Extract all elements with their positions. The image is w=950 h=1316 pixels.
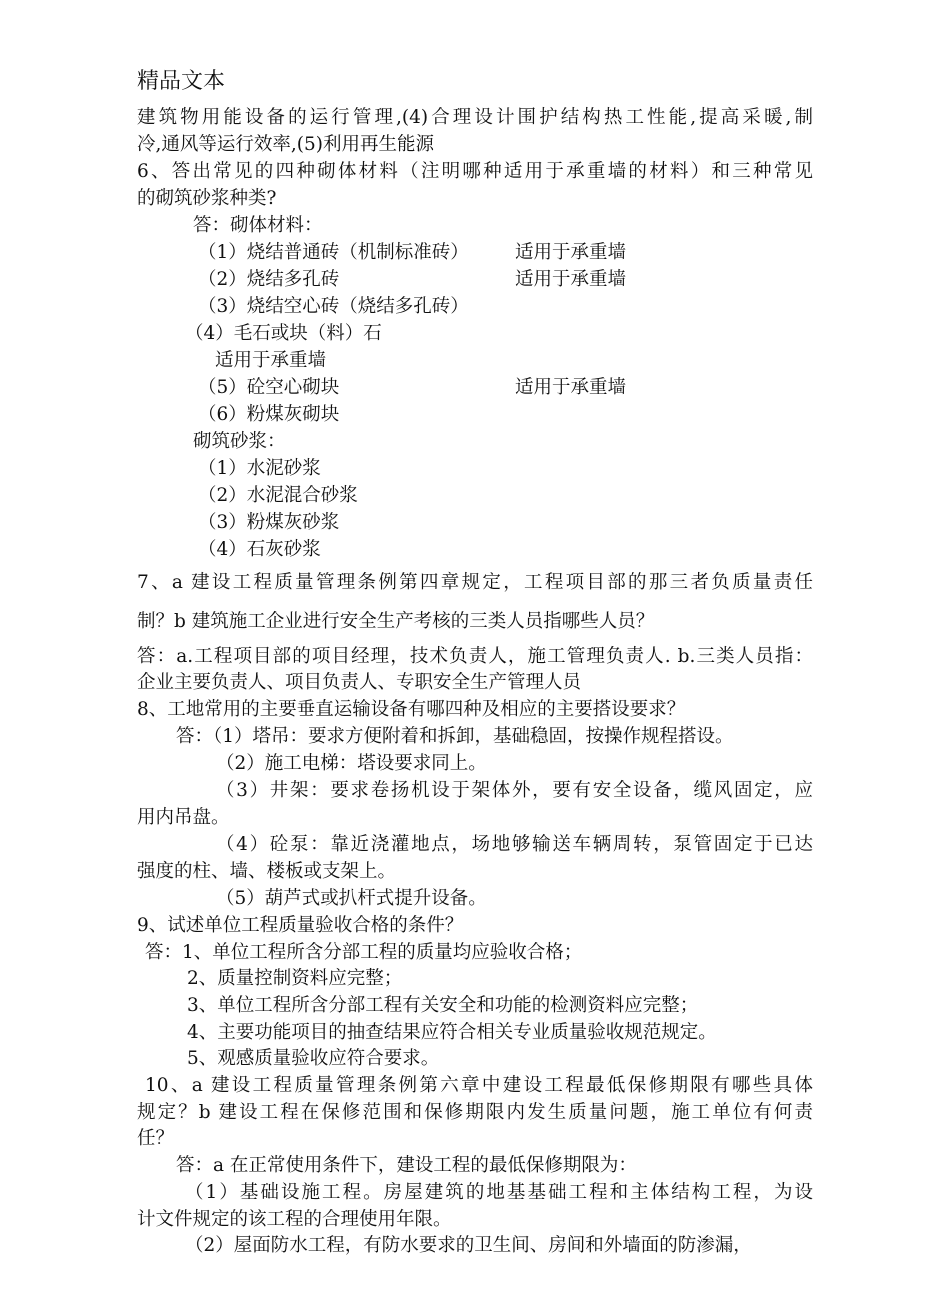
list-item: （1）水泥砂浆 bbox=[198, 458, 321, 479]
list-item: （1）基础设施工程。房屋建筑的地基基础工程和主体结构工程，为设 bbox=[185, 1182, 813, 1203]
question-8: 8、工地常用的主要垂直运输设备有哪四种及相应的主要搭设要求？ bbox=[137, 699, 686, 720]
text-line: 计文件规定的该工程的合理使用年限。 bbox=[137, 1209, 452, 1230]
list-item: 5、观感质量验收应符合要求。 bbox=[187, 1048, 440, 1069]
question-10: 10、a 建设工程质量管理条例第六章中建设工程最低保修期限有哪些具体 bbox=[145, 1075, 813, 1096]
list-item: （3）井架：要求卷扬机设于架体外，要有安全设备，缆风固定，应 bbox=[216, 780, 813, 801]
question-7: 7、a 建设工程质量管理条例第四章规定，工程项目部的那三者负质量责任 bbox=[137, 572, 813, 593]
list-item: （2）烧结多孔砖 bbox=[198, 269, 340, 290]
list-item-note: 适用于承重墙 bbox=[515, 269, 627, 290]
list-item: （6）粉煤灰砌块 bbox=[198, 404, 340, 425]
text-line: 规定？b 建设工程在保修范围和保修期限内发生质量问题，施工单位有何责 bbox=[137, 1102, 813, 1123]
list-item: （2）施工电梯：塔设要求同上。 bbox=[216, 753, 487, 774]
list-item: （4）石灰砂浆 bbox=[198, 539, 321, 560]
text-line: 用内吊盘。 bbox=[137, 807, 230, 828]
question-9: 9、试述单位工程质量验收合格的条件？ bbox=[137, 915, 464, 936]
list-item: （4）砼泵：靠近浇灌地点，场地够输送车辆周转，泵管固定于已达 bbox=[216, 834, 813, 855]
answer-label: 答：砌体材料： bbox=[193, 215, 323, 236]
list-item: 3、单位工程所含分部工程有关安全和功能的检测资料应完整； bbox=[187, 995, 699, 1016]
list-item: （1）烧结普通砖（机制标准砖） bbox=[198, 242, 469, 263]
list-item-note: 适用于承重墙 bbox=[215, 350, 327, 371]
list-item-note: 适用于承重墙 bbox=[515, 242, 627, 263]
answer-line: 答：（1）塔吊：要求方便附着和拆卸，基础稳固，按操作规程搭设。 bbox=[176, 726, 734, 747]
list-item: （3）粉煤灰砂浆 bbox=[198, 512, 340, 533]
list-item: （4）毛石或块（料）石 bbox=[185, 323, 382, 344]
answer-line: 答：a.工程项目部的项目经理，技术负责人，施工管理负责人. b.三类人员指： bbox=[137, 646, 813, 667]
list-item: （5）葫芦式或扒杆式提升设备。 bbox=[216, 888, 487, 909]
text-line: 冷,通风等运行效率,(5)利用再生能源 bbox=[137, 134, 434, 155]
list-item: （5）砼空心砌块 bbox=[198, 377, 340, 398]
answer-label: 砌筑砂浆： bbox=[193, 431, 286, 452]
list-item: （3）烧结空心砖（烧结多孔砖） bbox=[198, 296, 469, 317]
text-line: 强度的柱、墙、楼板或支架上。 bbox=[137, 861, 397, 882]
page-header: 精品文本 bbox=[137, 69, 226, 94]
text-line: 任？ bbox=[137, 1128, 175, 1149]
question-6: 6、答出常见的四种砌体材料（注明哪种适用于承重墙的材料）和三种常见 bbox=[137, 161, 813, 182]
text-line: 的砌筑砂浆种类? bbox=[137, 188, 277, 209]
list-item: 4、主要功能项目的抽查结果应符合相关专业质量验收规范规定。 bbox=[187, 1022, 717, 1043]
list-item: （2）屋面防水工程，有防水要求的卫生间、房间和外墙面的防渗漏， bbox=[185, 1235, 752, 1256]
text-line: 企业主要负责人、项目负责人、专职安全生产管理人员 bbox=[137, 672, 582, 693]
list-item-note: 适用于承重墙 bbox=[515, 377, 627, 398]
list-item: （2）水泥混合砂浆 bbox=[198, 485, 358, 506]
list-item: 2、质量控制资料应完整； bbox=[187, 968, 403, 989]
answer-line: 答：a 在正常使用条件下，建设工程的最低保修期限为： bbox=[176, 1155, 637, 1176]
answer-line: 答：1、单位工程所含分部工程的质量均应验收合格； bbox=[145, 942, 583, 963]
text-line: 制？b 建筑施工企业进行安全生产考核的三类人员指哪些人员？ bbox=[137, 611, 655, 632]
text-line: 建筑物用能设备的运行管理,(4)合理设计围护结构热工性能,提高采暖,制 bbox=[137, 107, 813, 128]
